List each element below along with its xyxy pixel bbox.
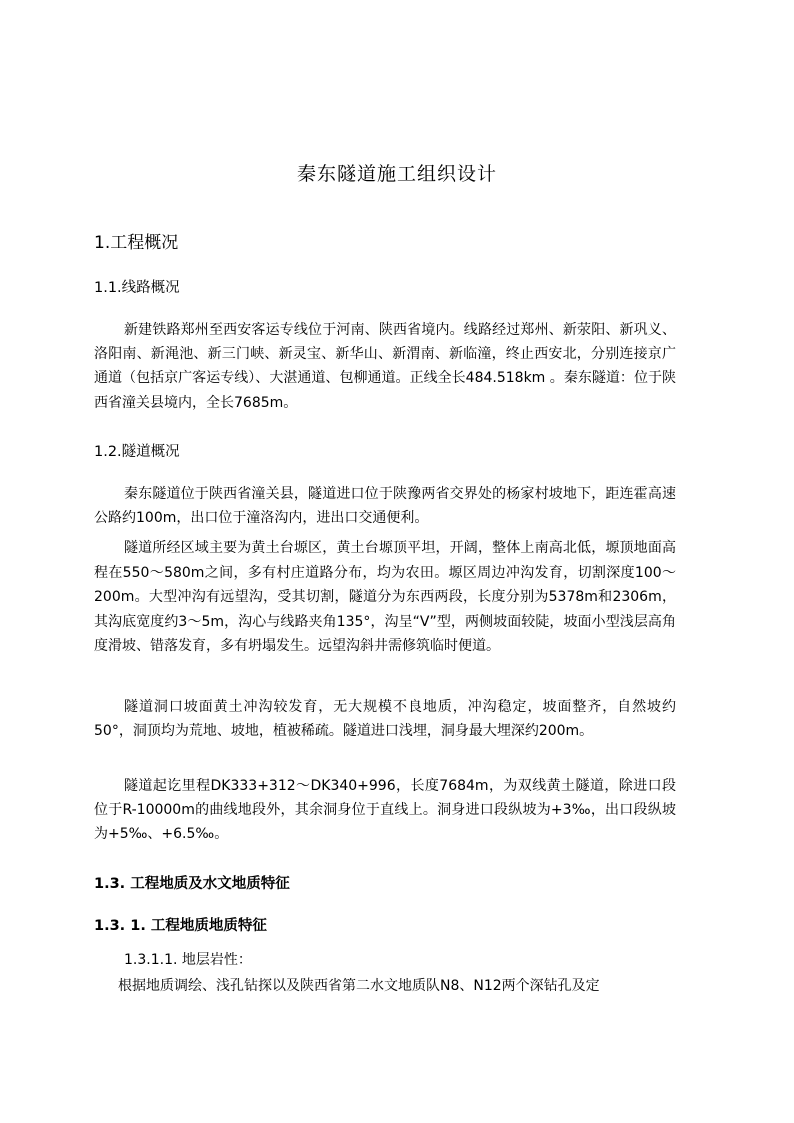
paragraph-tunnel-mileage: 隧道起讫里程DK333+312～DK340+996，长度7684m，为双线黄土隧道，除进口段位于R-10000m的曲线地段外，其余洞身位于直线上。洞身进口段纵坡为+3‰，出口段纵坡为+5‰、+6.5‰。: [94, 778, 676, 843]
paragraph-stratum: 根据地质调绘、浅孔钻探以及陕西省第二水文地质队N8、N12两个深钻孔及定: [118, 978, 600, 994]
paragraph-tunnel-location: 秦东隧道位于陕西省潼关县，隧道进口位于陕豫两省交界处的杨家村坡地下，距连霍高速公路约100m，出口位于潼洛沟内，进出口交通便利。: [94, 486, 676, 527]
paragraph-tunnel-terrain: 隧道所经区域主要为黄土台塬区，黄土台塬顶平坦，开阔，整体上南高北低，塬顶地面高程在550～580m之间，多有村庄道路分布，均为农田。塬区周边冲沟发育，切割深度100～200m。大型冲沟有远望沟，受其切割，隧道分为东西两段，长度分别为5378m和2306m，其沟底宽度约3～5m，沟心与线路夹角135°，沟呈“V”型，两侧坡面较陡，坡面小型浅层高角度滑坡、错落发育，多有坍塌发生。远望沟斜井需修筑临时便道。: [94, 540, 676, 654]
item-heading-1-3-1-1: 1.3.1.1. 地层岩性：: [124, 952, 252, 968]
section-heading-1: 1.工程概况: [94, 233, 179, 253]
paragraph-tunnel-portal: 隧道洞口坡面黄土冲沟较发育，无大规模不良地质，冲沟稳定，坡面整齐，自然坡约50°，洞顶均为荒地、坡地，植被稀疏。隧道进口浅埋，洞身最大埋深约200m。: [94, 699, 676, 740]
section-heading-1-1: 1.1.线路概况: [94, 280, 180, 296]
section-heading-1-3-1: 1.3. 1. 工程地质地质特征: [94, 918, 267, 934]
section-heading-1-3: 1.3. 工程地质及水文地质特征: [94, 876, 290, 892]
document-title: 秦东隧道施工组织设计: [296, 163, 497, 185]
section-heading-1-2: 1.2.隧道概况: [94, 444, 180, 460]
paragraph-route-overview: 新建铁路郑州至西安客运专线位于河南、陕西省境内。线路经过郑州、新荥阳、新巩义、洛阳南、新渑池、新三门峡、新灵宝、新华山、新渭南、新临潼，终止西安北，分别连接京广通道（包括京广客运专线）、大湛通道、包柳通道。正线全长484.518km 。秦东隧道：位于陕西省潼关县境内，全长7685m。: [94, 322, 676, 411]
